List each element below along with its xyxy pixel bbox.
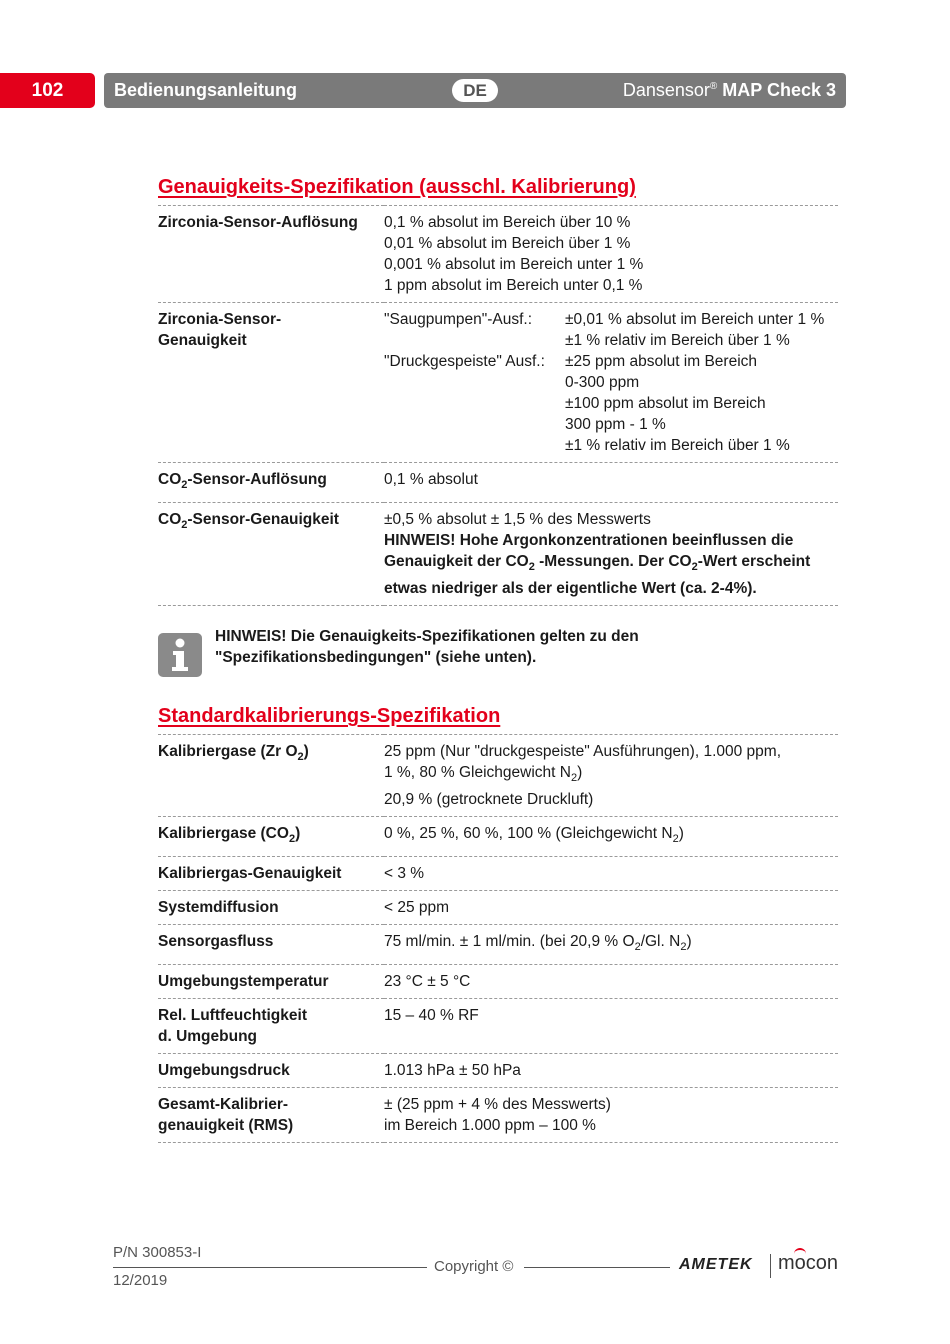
spec-value: 23 °C ± 5 °C <box>384 965 838 999</box>
table-row <box>158 1054 838 1088</box>
footer-divider <box>113 1267 427 1268</box>
table-row <box>158 206 838 303</box>
section-title-accuracy: Genauigkeits-Spezifikation (ausschl. Kalibrierung) <box>158 176 636 198</box>
spec-value: 1.013 hPa ± 50 hPa <box>384 1054 838 1088</box>
calibration-spec-table <box>158 734 838 1143</box>
table-row <box>158 965 838 999</box>
spec-value: 0,1 % absolut im Bereich über 10 % 0,01 % absolut im Bereich über 1 % 0,001 % absolut im Bereich unter 1 % 1 ppm absolut im Bereich unter 0,1 % <box>384 206 838 303</box>
page-number: 102 <box>0 73 95 108</box>
table-row <box>158 735 838 817</box>
spec-value: "Saugpumpen"-Ausf.: ±0,01 % absolut im Bereich unter 1 % ±1 % relativ im Bereich über 1 % "Druckgespeiste" Ausf.: ±25 ppm absolut im Bereich 0-300 ppm ±100 ppm absolut im Bereich 300 ppm - 1 % ±1 % relativ im Bereich über 1 % <box>384 303 838 463</box>
spec-label: Umgebungstemperatur <box>158 965 384 999</box>
spec-label: Sensorgasfluss <box>158 925 384 965</box>
mocon-logo: mocon <box>778 1252 839 1274</box>
spec-label: $CO_2-Sensor$-Genauigkeit <box>158 503 384 606</box>
part-number: P/N 300853-I <box>113 1244 202 1261</box>
copyright: Copyright © <box>434 1258 514 1275</box>
spec-label: Kalibriergase $(CO_2)$ <box>158 817 384 857</box>
section-title-calibration: Standardkalibrierungs-Spezifikation <box>158 705 501 728</box>
table-row <box>158 503 838 606</box>
footer-divider <box>524 1267 670 1268</box>
main-content <box>158 176 838 1143</box>
spec-label: Gesamt-Kalibrier- genauigkeit (RMS) <box>158 1088 384 1143</box>
spec-label: Umgebungsdruck <box>158 1054 384 1088</box>
spec-value: 0,1 % absolut <box>384 463 838 503</box>
table-row <box>158 891 838 925</box>
spec-label: Kalibriergase (Zr $O_2$) <box>158 735 384 817</box>
spec-label: Kalibriergas-Genauigkeit <box>158 857 384 891</box>
spec-value: < 25 ppm <box>384 891 838 925</box>
accuracy-spec-table <box>158 205 838 606</box>
spec-value: < 3 % <box>384 857 838 891</box>
spec-value: ±0,5 % absolut ± 1,5 % des Messwerts HINWEIS! Hohe Argonkonzentrationen beeinflussen die Genauigkeit der $CO_2$ -Messungen. Der $CO_2$-Wert erscheint etwas niedriger als der eigentliche Wert (ca. 2-4%). <box>384 503 838 606</box>
info-note <box>158 626 838 677</box>
spec-label: Rel. Luftfeuchtigkeit d. Umgebung <box>158 999 384 1054</box>
table-row <box>158 817 838 857</box>
table-row <box>158 857 838 891</box>
info-note-text: HINWEIS! Die Genauigkeits-Spezifikationen gelten zu den "Spezifikationsbedingungen" (siehe unten). <box>215 628 639 667</box>
spec-label: $CO_2-Sensor$-Auflösung <box>158 463 384 503</box>
header-bar <box>104 73 846 108</box>
spec-label: Zirconia-Sensor- Genauigkeit <box>158 303 384 463</box>
footer-date: 12/2019 <box>113 1272 168 1289</box>
table-row <box>158 925 838 965</box>
ametek-logo: AMETEK <box>679 1256 753 1273</box>
language-badge: DE <box>452 79 498 102</box>
spec-label: Systemdiffusion <box>158 891 384 925</box>
product-name: Dansensor® MAP Check 3 <box>622 80 836 100</box>
header-title: Bedienungsanleitung <box>114 80 298 100</box>
logo-divider <box>770 1254 771 1278</box>
info-icon <box>158 633 202 677</box>
spec-value: 25 ppm (Nur "druckgespeiste" Ausführungen), 1.000 ppm, 1 %, 80 % Gleichgewicht $N_2$) 20,9 % (getrocknete Druckluft) <box>384 735 838 817</box>
argon-note: HINWEIS! Hohe Argonkonzentrationen beeinflussen die Genauigkeit der $CO_2$ -Messungen. Der $CO_2$-Wert erscheint etwas niedriger als der eigentliche Wert (ca. 2-4%). <box>384 532 811 598</box>
table-row <box>158 303 838 463</box>
table-row <box>158 463 838 503</box>
table-row <box>158 999 838 1054</box>
spec-label: Zirconia-Sensor-Auflösung <box>158 206 384 303</box>
spec-value: ± (25 ppm + 4 % des Messwerts) im Bereich 1.000 ppm – 100 % <box>384 1088 838 1143</box>
table-row <box>158 1088 838 1143</box>
spec-value: 15 – 40 % RF <box>384 999 838 1054</box>
spec-value: 75 ml/min. ± 1 ml/min. (bei 20,9 % $O_2/Gl$. $N_2$) <box>384 925 838 965</box>
spec-value: 0 %, 25 %, 60 %, 100 % (Gleichgewicht $N_2$) <box>384 817 838 857</box>
